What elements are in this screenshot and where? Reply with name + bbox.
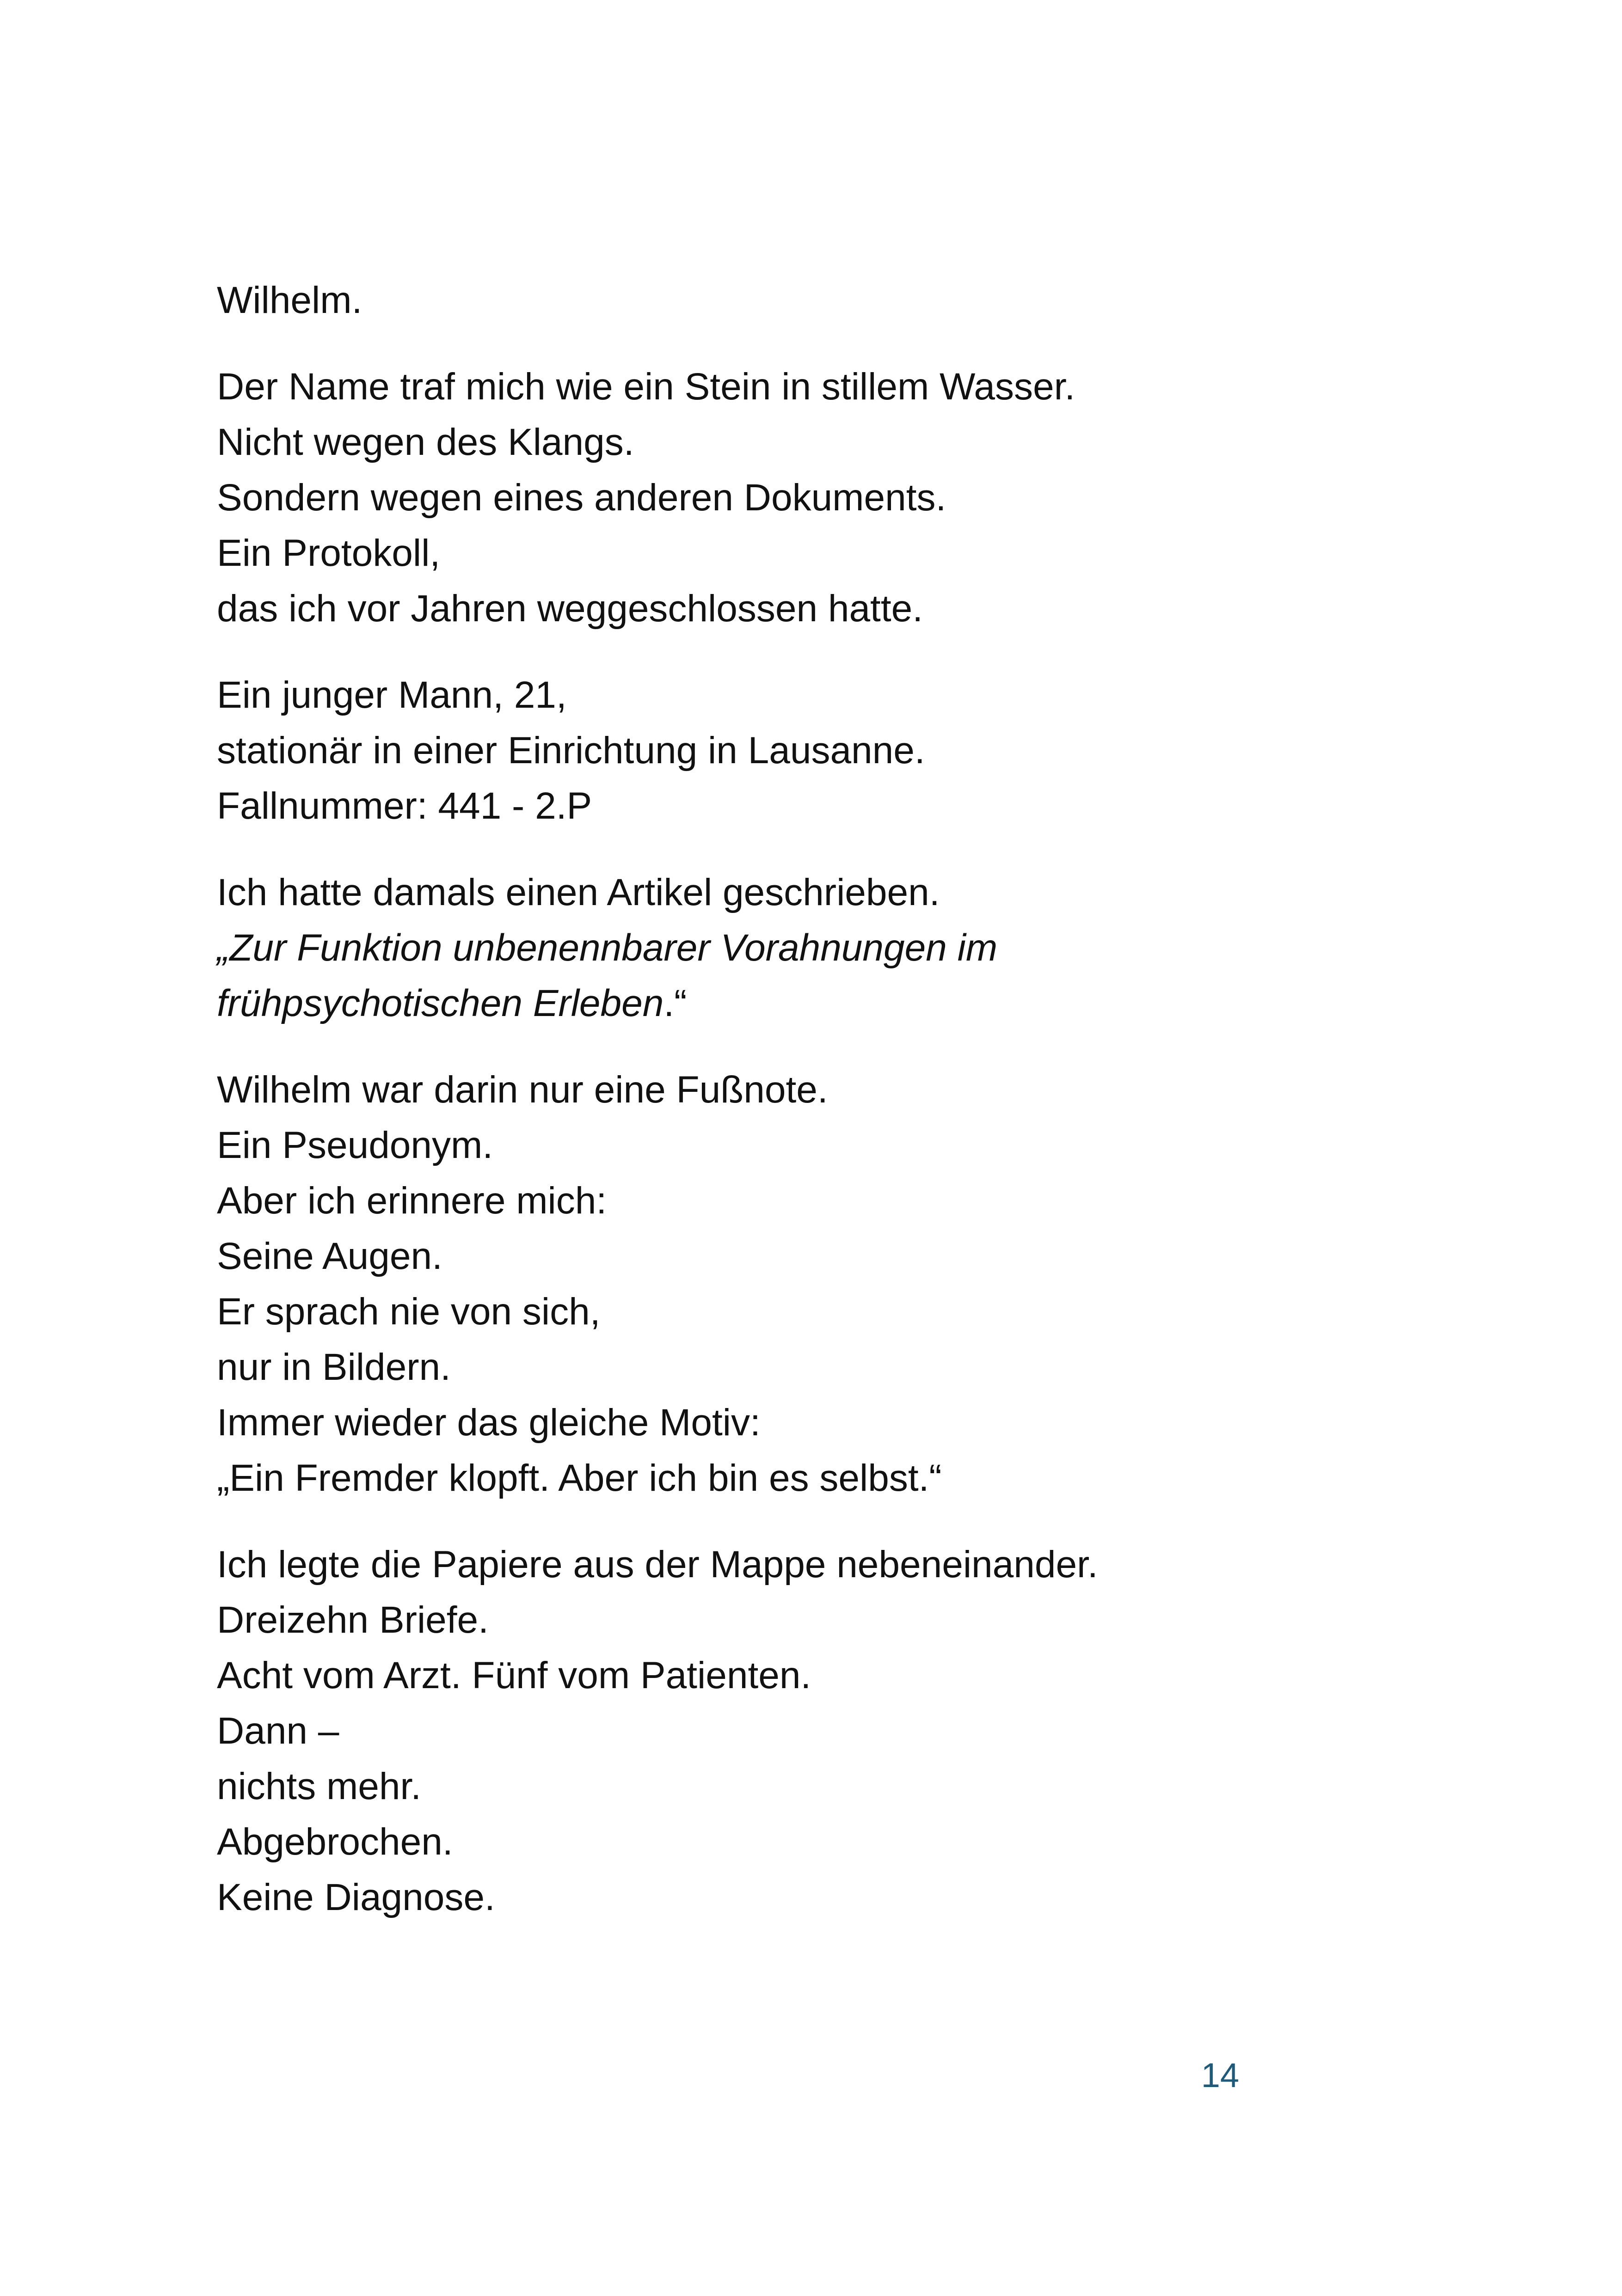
text-line: Ich hatte damals einen Artikel geschrieben.	[217, 871, 940, 913]
text-line: das ich vor Jahren weggeschlossen hatte.	[217, 588, 923, 630]
text-line: Immer wieder das gleiche Motiv:	[217, 1402, 761, 1444]
text-line: Nicht wegen des Klangs.	[217, 421, 634, 463]
closing-quote: .“	[664, 982, 687, 1024]
text-line: Der Name traf mich wie ein Stein in stillem Wasser.	[217, 366, 1075, 408]
article-title-line: „Zur Funktion unbenennbarer Vorahnungen im	[217, 927, 998, 969]
text-line: Dann –	[217, 1710, 339, 1752]
text-line: Ich legte die Papiere aus der Mappe nebeneinander.	[217, 1543, 1098, 1586]
stanza-4	[217, 865, 1280, 1031]
text-line: Dreizehn Briefe.	[217, 1599, 489, 1641]
text-line: Er sprach nie von sich,	[217, 1291, 601, 1333]
article-title-line-end	[217, 976, 1280, 1031]
text-line: Acht vom Arzt. Fünf vom Patienten.	[217, 1654, 811, 1696]
text-line: Wilhelm.	[217, 279, 362, 321]
text-line: nichts mehr.	[217, 1765, 422, 1807]
body-text	[217, 273, 1280, 1956]
page-number: 14	[1201, 2056, 1239, 2094]
text-line: nur in Bildern.	[217, 1346, 451, 1388]
text-line: Sondern wegen eines anderen Dokuments.	[217, 477, 946, 519]
text-line: Seine Augen.	[217, 1235, 442, 1277]
text-line: Keine Diagnose.	[217, 1876, 495, 1918]
text-line: Ein Protokoll,	[217, 532, 441, 574]
text-line: stationär in einer Einrichtung in Lausanne.	[217, 729, 925, 771]
text-line: Ein junger Mann, 21,	[217, 674, 567, 716]
text-line: Fallnummer: 441 - 2.P	[217, 785, 592, 827]
text-line: Wilhelm war darin nur eine Fußnote.	[217, 1069, 828, 1111]
text-line: Ein Pseudonym.	[217, 1124, 493, 1166]
stanza-2	[217, 359, 1280, 637]
text-line: Abgebrochen.	[217, 1821, 453, 1863]
stanza-3	[217, 667, 1280, 834]
text-line: „Ein Fremder klopft. Aber ich bin es selbst.“	[217, 1457, 942, 1499]
stanza-1	[217, 273, 1280, 328]
stanza-5	[217, 1062, 1280, 1506]
text-line: Aber ich erinnere mich:	[217, 1180, 607, 1222]
article-title-italic: frühpsychotischen Erleben	[217, 982, 664, 1024]
stanza-6	[217, 1537, 1280, 1925]
